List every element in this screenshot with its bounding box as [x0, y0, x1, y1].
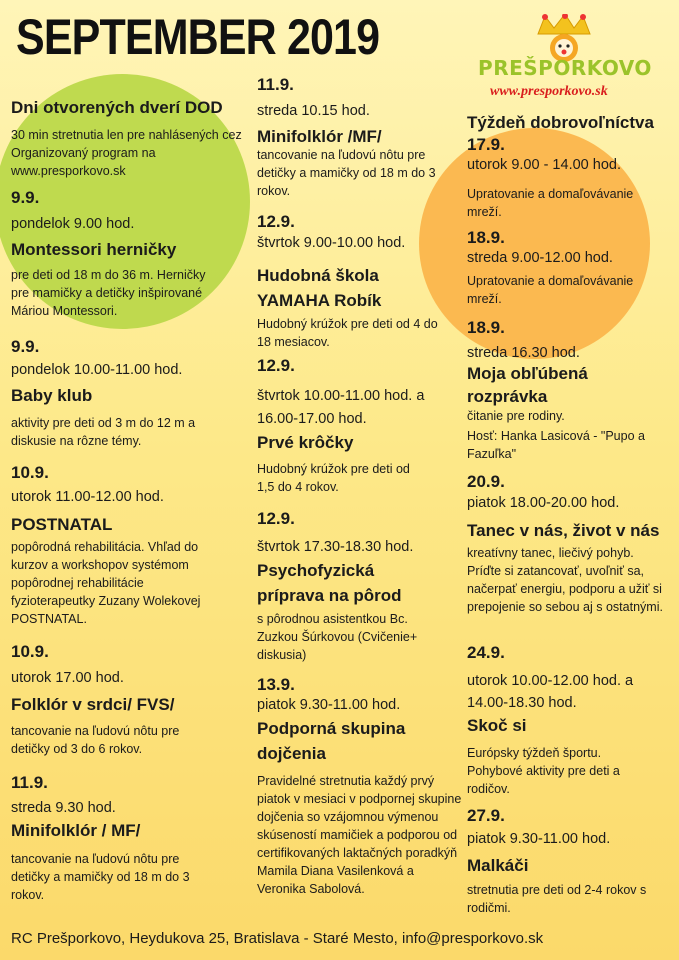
footer-contact: RC Prešporkovo, Heydukova 25, Bratislava - Staré Mesto, info@presporkovo.sk	[11, 930, 544, 947]
event-date: 18.9.	[467, 318, 505, 337]
event-title: Psychofyzická príprava na pôrod	[257, 561, 402, 605]
event-time: pondelok 10.00-11.00 hod.	[11, 362, 183, 378]
event-desc: Hudobný krúžok pre deti od 1,5 do 4 rokov.	[257, 462, 410, 494]
event-desc: stretnutia pre deti od 2-4 rokov s rodičmi.	[467, 883, 647, 915]
event-desc: s pôrodnou asistentkou Bc. Zuzkou Šúrkovou (Cvičenie+ diskusia)	[257, 612, 418, 662]
event-desc: Európsky týždeň športu. Pohybové aktivity pre deti a rodičov.	[467, 746, 620, 796]
event-title: Týždeň dobrovoľníctva	[467, 113, 654, 132]
event-desc: aktivity pre deti od 3 m do 12 m a diskusie na rôzne témy.	[11, 416, 196, 448]
event-date: 9.9.	[11, 337, 40, 356]
event-time: utorok 11.00-12.00 hod.	[11, 489, 164, 505]
event-desc: Upratovanie a domaľovávanie mreží.	[467, 187, 634, 219]
event-time: štvrtok 9.00-10.00 hod.	[257, 235, 406, 251]
event-title: Montessori herničky	[11, 240, 177, 259]
event-date: 12.9.	[257, 356, 295, 375]
event-title: Malkáči	[467, 856, 529, 875]
logo-name: PREŠPORKOVO	[478, 56, 652, 80]
event-desc: kreatívny tanec, liečivý pohyb. Príďte si zatancovať, uvoľniť sa, načerpať energiu, podporu a užiť si prepojenie so sebou aj s ostatnými.	[467, 546, 663, 614]
event-time: streda 9.00-12.00 hod.	[467, 250, 613, 266]
event-date: 20.9.	[467, 472, 505, 491]
event-date: 12.9.	[257, 509, 295, 528]
event-time: streda 16.30 hod.	[467, 345, 580, 361]
event-title: Podporná skupina dojčenia	[257, 719, 406, 763]
event-desc: tancovanie na ľudovú nôtu pre detičky a mamičky od 18 m do 3 rokov.	[11, 852, 190, 902]
event-time: utorok 9.00 - 14.00 hod.	[467, 157, 621, 173]
event-date: 27.9.	[467, 806, 505, 825]
event-date: 17.9.	[467, 135, 505, 154]
page-title: SEPTEMBER 2019	[16, 9, 380, 65]
event-title: Skoč si	[467, 716, 527, 735]
event-desc: Hudobný krúžok pre deti od 4 do 18 mesiacov.	[257, 317, 438, 349]
event-guest: Hosť: Hanka Lasicová - "Pupo a Fazuľka"	[467, 429, 645, 461]
event-desc: Pravidelné stretnutia každý prvý piatok v mesiaci v podpornej skupine dojčenia so vzájomnou výmenou skúseností mamičiek a podporou od certifikovaných laktačných poradkýň Mamila Diana Vasilenková a Veronika Sabolová.	[257, 774, 462, 896]
logo-url[interactable]: www.presporkovo.sk	[490, 84, 608, 99]
event-time: štvrtok 17.30-18.30 hod.	[257, 539, 414, 555]
event-date: 10.9.	[11, 642, 49, 661]
event-desc: tancovanie na ľudovú nôtu pre detičky a mamičky od 18 m do 3 rokov.	[257, 148, 436, 198]
event-desc: 30 min stretnutia len pre nahlásených cez Organizovaný program na www.presporkovo.sk	[11, 128, 242, 178]
event-date: 11.9.	[257, 75, 294, 94]
event-title: POSTNATAL	[11, 515, 113, 534]
event-desc: tancovanie na ľudovú nôtu pre detičky od 3 do 6 rokov.	[11, 724, 180, 756]
event-title: Prvé krôčky	[257, 433, 354, 452]
event-time: štvrtok 10.00-11.00 hod. a 16.00-17.00 hod.	[257, 388, 425, 427]
event-date: 18.9.	[467, 228, 505, 247]
event-time: piatok 9.30-11.00 hod.	[467, 831, 611, 847]
event-title: Baby klub	[11, 386, 93, 405]
event-title: Minifolklór /MF/	[257, 127, 382, 146]
event-title: Minifolklór / MF/	[11, 821, 141, 840]
event-title: Folklór v srdci/ FVS/	[11, 695, 175, 714]
event-title: Hudobná škola YAMAHA Robík	[257, 266, 382, 310]
event-time: streda 10.15 hod.	[257, 103, 370, 119]
event-time: streda 9.30 hod.	[11, 800, 116, 816]
event-date: 9.9.	[11, 188, 40, 207]
event-title: Dni otvorených dverí DOD	[11, 98, 223, 117]
event-time: piatok 9.30-11.00 hod.	[257, 697, 401, 713]
logo[interactable]	[470, 14, 660, 104]
event-desc: pre deti od 18 m do 36 m. Herničky pre mamičky a detičky inšpirované Máriou Montessori.	[11, 268, 206, 318]
event-time: utorok 10.00-12.00 hod. a 14.00-18.30 hod.	[467, 673, 634, 711]
event-time: piatok 18.00-20.00 hod.	[467, 495, 620, 511]
event-desc: Upratovanie a domaľovávanie mreží.	[467, 274, 634, 306]
event-desc: čitanie pre rodiny.	[467, 409, 565, 423]
event-time: utorok 17.00 hod.	[11, 670, 124, 686]
event-date: 12.9.	[257, 212, 295, 231]
event-desc: popôrodná rehabilitácia. Vhľad do kurzov a workshopov systémom popôrodnej rehabilitácie fyzioterapeutky Zuzany Wolekovej POSTNATAL.	[11, 540, 201, 626]
event-title: Tanec v nás, život v nás	[467, 521, 660, 540]
event-date: 11.9.	[11, 773, 48, 792]
event-date: 24.9.	[467, 643, 505, 662]
event-date: 13.9.	[257, 675, 295, 694]
event-date: 10.9.	[11, 463, 49, 482]
event-time: pondelok 9.00 hod.	[11, 216, 135, 232]
event-title: Moja obľúbená rozprávka	[467, 364, 588, 406]
